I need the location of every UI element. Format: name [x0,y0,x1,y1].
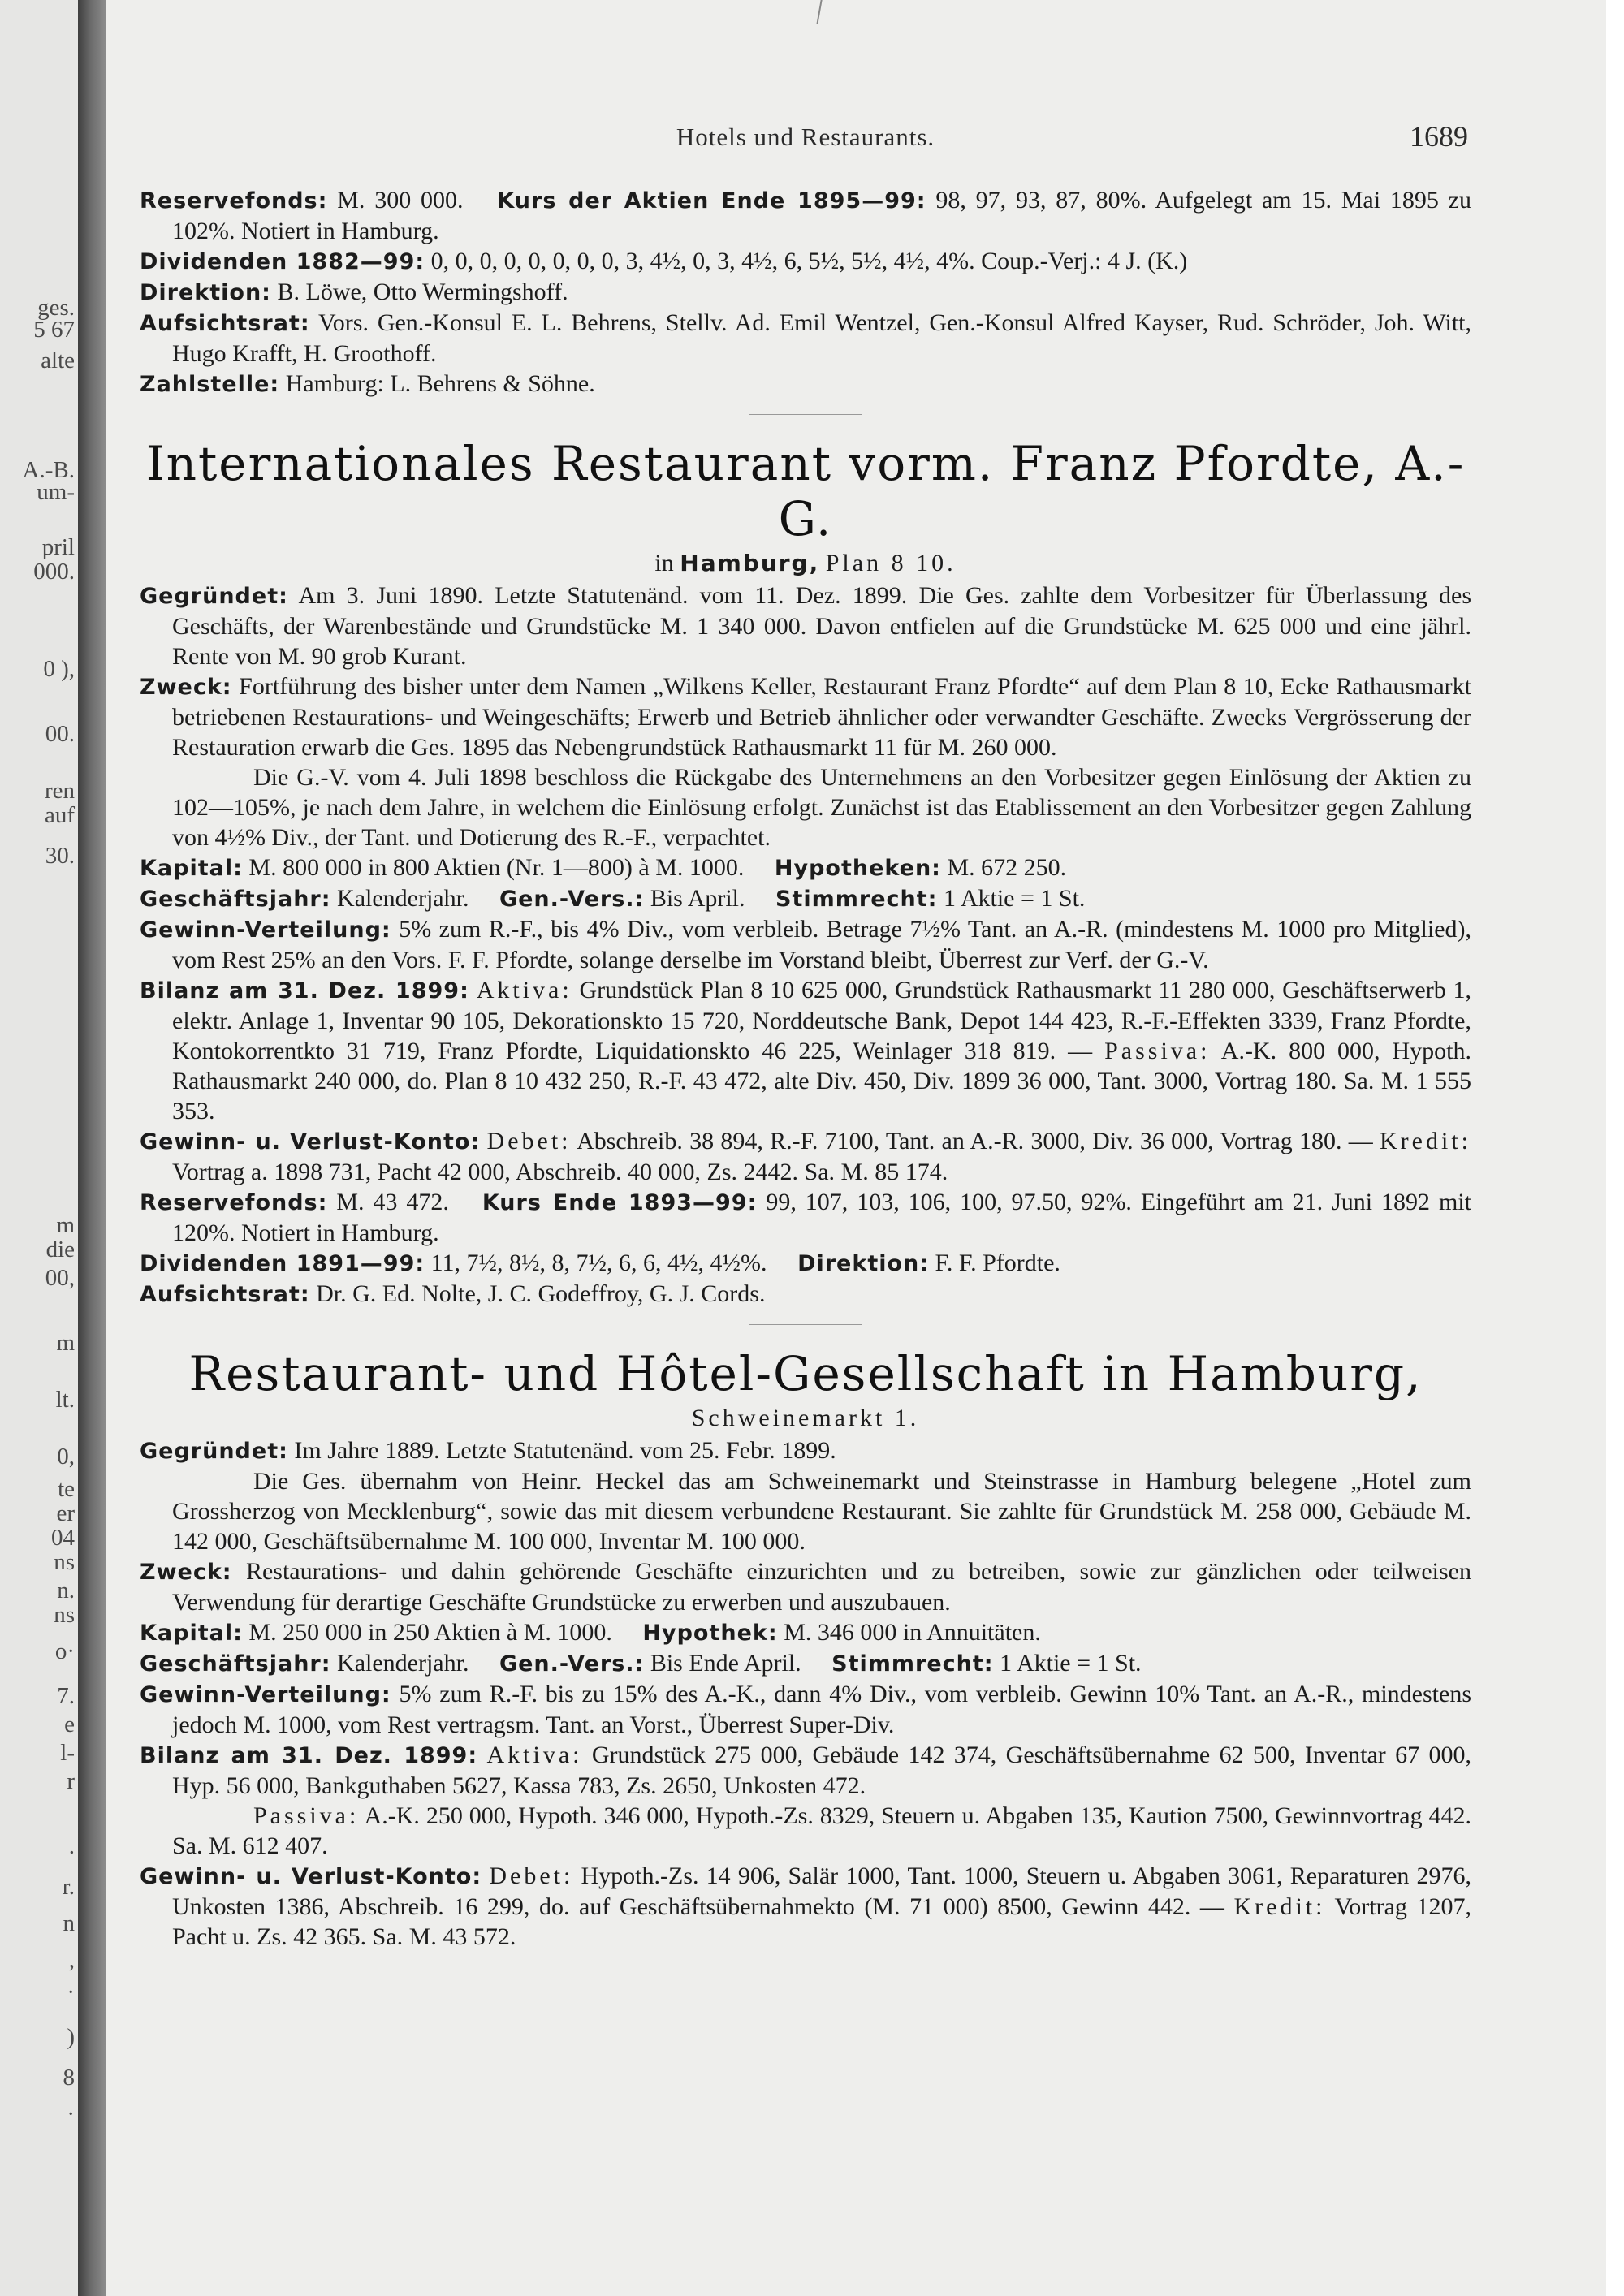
margin-fragment: lt. [55,1387,75,1413]
c2-gegruendet-para2: Die Ges. übernahm von Heinr. Heckel das am Schweinemarkt und Steinstrasse in Hamburg belegene „Hotel zum Grossherzog von Mecklenburg“, sowie das mit diesem verbundene Restaurant. Sie zahlte für Grundstück M. 258 000, Gebäude M. 142 000, Geschäftsübernahme M. 100 000, Inventar M. 100 000. [172,1468,1471,1555]
label: Zahlstelle: [140,372,280,397]
margin-fragment: te [58,1476,75,1502]
company-heading: Restaurant- und Hôtel-Gesellschaft in Hamburg, [188,1346,1423,1401]
margin-fragment: , [68,1947,75,1973]
previous-page-edge [0,0,78,2296]
c1-guv [140,1126,1471,1187]
label: Zweck: [140,675,232,700]
label: Kurs der Aktien Ende 1895—99: [497,188,926,214]
c1-zweck-para2: Die G.-V. vom 4. Juli 1898 beschloss die Rückgabe des Unternehmens an den Vorbesitzer gegen Einlösung der Aktien zu 102—105%, je nach dem Jahre, in welchem die Einlösung erfolgt. Zunächst ist das Etablissement an den Vorbesitzer gegen Zahlung von 4½% Div., der Tant. und Dotierung des R.-F., verpachtet. [172,764,1471,851]
value: Dr. G. Ed. Nolte, J. C. Godeffroy, G. J. Cords. [316,1280,766,1307]
value: Grundstück Plan 8 10 625 000, Grundstück Rathausmarkt 11 280 000, Geschäftserwerb 1, elektr. Anlage 1, Inventar 90 105, Dekorationskto 15 720, Norddeutsche Bank, Depot 144 423, R.-F.-Effekten 3339, Franz Pfordte, Kontokorrentkto 31 719, Franz Pfordte, Liquidationskto 46 225, Weinlager 318 819. — [172,977,1472,1064]
margin-fragment: 0 ), [43,656,75,682]
page-number: 1689 [1410,120,1468,153]
running-head [140,122,1471,162]
sublabel: Passiva: [253,1802,360,1829]
value: Bis April. [650,885,745,912]
page-content [140,122,1471,1952]
label: Gen.-Vers.: [499,887,645,912]
value: Hypoth.-Zs. 14 906, Salär 1000, Tant. 1000, Steuern u. Abgaben 3061, Reparaturen 2976, Unkosten 1386, Abschreib. 16 299, do. auf Geschäftsübernahmekto (M. 71 000) 8500, Gewinn 442. — [172,1862,1472,1920]
margin-fragment: l- [60,1740,75,1766]
separator-rule [749,1324,862,1325]
value: Hamburg: L. Behrens & Söhne. [285,370,595,397]
value: Abschreib. 38 894, R.-F. 7100, Tant. an A.-R. 3000, Div. 36 000, Vortrag 180. — [577,1128,1373,1154]
margin-fragment: m [56,1212,75,1238]
c1-aufsichtsrat [140,1279,1471,1310]
margin-fragment: auf [44,802,75,828]
value: Vortrag 1207, Pacht u. Zs. 42 365. Sa. M. 43 572. [172,1893,1471,1950]
value: Kalenderjahr. [337,885,469,912]
margin-fragment: e [64,1711,75,1737]
margin-fragment: n [63,1910,75,1936]
label: Gen.-Vers.: [499,1651,645,1677]
value: 0, 0, 0, 0, 0, 0, 0, 0, 3, 4½, 0, 3, 4½, 6, 5½, 5½, 4½, 4%. Coup.-Verj.: 4 J. (K.) [430,248,1188,274]
c1-zweck [140,671,1471,762]
label: Kurs Ende 1893—99: [482,1190,758,1215]
value: Im Jahre 1889. Letzte Statutenänd. vom 25. Febr. 1899. [294,1437,836,1464]
value: Restaurations- und dahin gehörende Geschäfte einzurichten und zu betreiben, sowie zur gänzlichen oder teilweisen Verwendung für derartige Geschäfte Grundstücke zu erwerben und auszubauen. [172,1558,1471,1616]
c2-guv [140,1861,1471,1952]
margin-fragment: r. [62,1874,75,1900]
c2-bilanz [140,1740,1471,1801]
margin-fragment: 00. [45,721,75,747]
value: Grundstück 275 000, Gebäude 142 374, Geschäftsübernahme 62 500, Inventar 67 000, Hyp. 56 000, Bankguthaben 5627, Kassa 783, Zs. 2650, Unkosten 472. [172,1741,1472,1799]
margin-fragment: n. [57,1577,75,1603]
label: Kapital: [140,1621,243,1646]
margin-fragment: · [67,1979,75,2005]
margin-fragment: 0, [57,1444,75,1470]
margin-fragment: 7. [57,1683,75,1709]
company-subheading [140,548,1471,579]
label: Aufsichtsrat: [140,1282,310,1307]
value: M. 300 000. [337,187,464,214]
book-spine-shadow [78,0,106,2296]
value: M. 346 000 in Annuitäten. [784,1619,1041,1646]
margin-fragment: ns [54,1549,75,1575]
running-title: Hotels und Restaurants. [676,123,935,151]
prev-dividenden [140,246,1471,277]
c1-reservefonds [140,1187,1471,1248]
company-subheading: Schweinemarkt 1. [691,1405,920,1431]
c1-kapital [140,852,1471,883]
label: Bilanz am 31. Dez. 1899: [140,1743,478,1768]
sub-prefix: in [654,550,674,576]
label: Gewinn-Verteilung: [140,1682,391,1707]
margin-fragment: alte [41,347,75,373]
label: Reservefonds: [140,188,328,214]
margin-fragment: . [68,1833,75,1859]
sublabel: Aktiva: [486,1741,583,1768]
margin-fragment: A.-B. [22,457,75,483]
margin-fragment: 00, [45,1265,75,1291]
c2-bilanz-passiva [140,1801,1471,1861]
company-heading: Internationales Restaurant vorm. Franz Pfordte, A.-G. [145,436,1466,546]
margin-fragment: ren [44,778,75,804]
value: 99, 107, 103, 106, 100, 97.50, 92%. Eingeführt am 21. Juni 1892 mit 120%. Notiert in Hamburg. [172,1189,1471,1246]
value: 98, 97, 93, 87, 80%. Aufgelegt am 15. Mai 1895 zu 102%. Notiert in Hamburg. [172,187,1472,244]
label: Aufsichtsrat: [140,311,310,336]
value: A.-K. 250 000, Hypoth. 346 000, Hypoth.-Zs. 8329, Steuern u. Abgaben 135, Kaution 7500, Gewinnvortrag 442. Sa. M. 612 407. [172,1802,1471,1859]
value: Am 3. Juni 1890. Letzte Statutenänd. vom 11. Dez. 1899. Die Ges. zahlte dem Vorbesitzer für Überlassung des Geschäfts, der Warenbestände und Grundstücke M. 1 340 000. Davon entfielen auf die Grundstücke M. 625 000 und eine jährl. Rente von M. 90 grob Kurant. [172,582,1471,670]
sub-city: Hamburg, [680,550,820,576]
value: 11, 7½, 8½, 8, 7½, 6, 6, 4½, 4½%. [430,1249,767,1276]
label: Gewinn-Verteilung: [140,917,391,943]
label: Stimmrecht: [775,887,938,912]
sublabel: Debet: [486,1128,572,1154]
margin-fragment: 30. [45,843,75,869]
margin-fragment: r [67,1768,75,1794]
label: Zweck: [140,1560,232,1585]
label: Direktion: [140,280,271,305]
label: Direktion: [797,1251,930,1276]
value: M. 250 000 in 250 Aktien à M. 1000. [248,1619,612,1646]
value: 1 Aktie = 1 St. [1000,1650,1142,1677]
prev-reservefonds [140,185,1471,246]
c1-dividenden [140,1248,1471,1279]
margin-fragment: 000. [33,559,75,585]
label: Gewinn- u. Verlust-Konto: [140,1129,481,1154]
c2-geschaeftsjahr [140,1648,1471,1679]
label: Kapital: [140,856,243,881]
prev-direktion [140,277,1471,308]
c1-gewinnverteilung [140,914,1471,975]
margin-fragment: · [67,2101,75,2127]
c2-kapital [140,1617,1471,1648]
margin-fragment: m [56,1330,75,1356]
value: Fortführung des bisher unter dem Namen „Wilkens Keller, Restaurant Franz Pfordte“ auf dem Plan 8 10, Ecke Rathausmarkt betriebenen Restaurations- und Weingeschäfts; Erwerb und Betrieb ähnlicher oder verwandter Geschäfte. Zwecks Vergrösserung der Restauration erwarb die Ges. 1895 das Nebengrundstück Rathausmarkt 11 für M. 260 000. [172,673,1472,761]
c2-zweck [140,1556,1471,1617]
label: Geschäftsjahr: [140,1651,331,1677]
c2-gegruendet [140,1435,1471,1466]
margin-fragment: 8 [63,2065,75,2091]
sub-plan: Plan 8 10. [825,550,957,576]
separator-rule [749,414,862,415]
value: Kalenderjahr. [337,1650,469,1677]
value: Bis Ende April. [650,1650,801,1677]
margin-fragment: ns [54,1602,75,1628]
sublabel: Kredit: [1233,1893,1326,1920]
sublabel: Debet: [489,1862,574,1889]
margin-fragment: 04 [51,1525,75,1551]
label: Hypotheken: [774,856,941,881]
margin-fragment: o· [54,1638,75,1664]
value: Vors. Gen.-Konsul E. L. Behrens, Stellv. Ad. Emil Wentzel, Gen.-Konsul Alfred Kayser, Rud. Schröder, Joh. Witt, Hugo Krafft, H. Groothoff. [172,309,1471,367]
label: Stimmrecht: [831,1651,994,1677]
label: Gegründet: [140,1439,288,1464]
sublabel: Aktiva: [476,977,572,1003]
margin-fragment: um- [37,479,75,505]
margin-fragment: ges. [37,295,75,321]
label: Geschäftsjahr: [140,887,331,912]
value: M. 800 000 in 800 Aktien (Nr. 1—800) à M. 1000. [248,854,745,881]
c1-geschaeftsjahr [140,883,1471,914]
c1-gegruendet [140,580,1471,671]
value: B. Löwe, Otto Wermingshoff. [277,278,568,305]
c2-gewinnverteilung [140,1679,1471,1740]
c1-bilanz [140,975,1471,1126]
label: Dividenden 1882—99: [140,249,425,274]
value: A.-K. 800 000, Hypoth. Rathausmarkt 240 000, do. Plan 8 10 432 250, R.-F. 43 472, alte Div. 450, Div. 1899 36 000, Tant. 3000, Vortrag 180. Sa. M. 1 555 353. [172,1038,1471,1124]
value: 5% zum R.-F., bis 4% Div., vom verbleib. Betrage 7½% Tant. an A.-R. (mindestens M. 1000 pro Mitglied), vom Rest 25% an den Vors. F. F. Pfordte, solange derselbe im Vorstand bleibt, Überrest zur Verf. der G.-V. [172,916,1472,973]
margin-fragment: 5 67 [33,317,75,343]
label: Reservefonds: [140,1190,328,1215]
margin-fragment: er [56,1500,75,1526]
label: Gewinn- u. Verlust-Konto: [140,1864,482,1889]
margin-fragment: ) [67,2024,75,2050]
value: M. 672 250. [947,854,1067,881]
value: 1 Aktie = 1 St. [943,885,1086,912]
prev-zahlstelle [140,369,1471,399]
margin-fragment: die [45,1236,75,1262]
value: F. F. Pfordte. [935,1249,1060,1276]
margin-fragment: pril [41,534,75,560]
sublabel: Passiva: [1104,1038,1211,1064]
label: Gegründet: [140,584,288,609]
label: Hypothek: [642,1621,778,1646]
label: Dividenden 1891—99: [140,1251,425,1276]
value: M. 43 472. [336,1189,449,1215]
label: Bilanz am 31. Dez. 1899: [140,978,469,1003]
prev-aufsichtsrat [140,308,1471,369]
value: Vortrag a. 1898 731, Pacht 42 000, Abschreib. 40 000, Zs. 2442. Sa. M. 85 174. [172,1159,948,1185]
sublabel: Kredit: [1380,1128,1471,1154]
value: 5% zum R.-F. bis zu 15% des A.-K., dann 4% Div., vom verbleib. Gewinn 10% Tant. an A.-R., mindestens jedoch M. 1000, vom Rest vertragsm. Tant. an Vorst., Überrest Super-Div. [172,1681,1471,1738]
